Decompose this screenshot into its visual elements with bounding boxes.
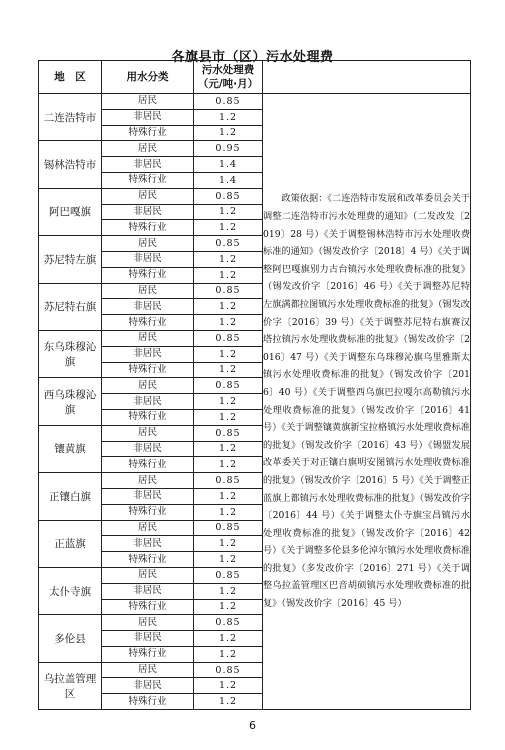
sewage-fee: 1.2 <box>194 441 263 457</box>
region-name: 乌拉盖管理区 <box>39 662 102 709</box>
sewage-fee: 0.85 <box>194 94 263 110</box>
water-category: 非居民 <box>102 583 194 599</box>
sewage-fee: 0.85 <box>194 283 263 299</box>
sewage-fee: 1.4 <box>194 157 263 173</box>
water-category: 特殊行业 <box>102 409 194 425</box>
sewage-fee: 1.2 <box>194 678 263 694</box>
sewage-fee: 1.2 <box>194 267 263 283</box>
water-category: 特殊行业 <box>102 599 194 615</box>
water-category: 特殊行业 <box>102 457 194 473</box>
sewage-fee: 1.2 <box>194 504 263 520</box>
header-region: 地 区 <box>39 61 102 94</box>
water-category: 非居民 <box>102 678 194 694</box>
water-category: 居民 <box>102 615 194 631</box>
policy-basis-text: 政策依据：《二连浩特市发展和改革委员会关于调整二连浩特市污水处理费的通知》（二发改发〔2019〕28 号）《关于调整锡林浩特市污水处理收费标准的通知》（锡发改价字〔2018〕4 号）《关于调整阿巴嘎旗别力古台镇污水处理收费标准的批复》（锡发改价字〔2016〕46 号）《关于调整苏尼特左旗满都拉图镇污水处理收费标准的批复》（锡发改价字〔2016〕39 号）《关于调整苏尼特右旗赛汉塔拉镇污水处理收费标准的批复》（锡发改价字〔2016〕47 号）《关于调整东乌珠穆沁旗乌里雅斯太镇污水处理收费标准的批复》（锡发改价字〔2016〕40 号）《关于调整西乌旗巴拉嘎尔高勒镇污水处理收费标准的批复》（锡发改价字〔2016〕41 号）《关于调整镶黄旗新宝拉格镇污水处理收费标准的批复》（锡发改价字〔2016〕43 号）《锡盟发展改革委关于对正镶白旗明安图镇污水处理收费标准的批复》（锡发改价字〔2016〕5 号）《关于调整正蓝旗上都镇污水处理收费标准的批复》（锡发改价字〔2016〕44 号）《关于调整太仆寺旗宝昌镇污水处理收费标准的批复》（锡发改价字〔2016〕42 号）《关于调整多伦县多伦淖尔镇污水处理收费标准的批复》（多发改价字〔2016〕271 号）《关于调整乌拉盖管理区巴音胡硕镇污水处理收费标准的批复》（锡发改价字〔2016〕45 号） <box>263 94 471 710</box>
sewage-fee: 1.2 <box>194 646 263 662</box>
water-category: 居民 <box>102 188 194 204</box>
region-name: 西乌珠穆沁旗 <box>39 378 102 425</box>
header-price-line2: （元/吨·月） <box>197 78 259 90</box>
sewage-fee: 1.2 <box>194 299 263 315</box>
water-category: 居民 <box>102 520 194 536</box>
water-category: 特殊行业 <box>102 646 194 662</box>
sewage-fee: 1.2 <box>194 631 263 647</box>
water-category: 居民 <box>102 662 194 678</box>
water-category: 特殊行业 <box>102 315 194 331</box>
sewage-fee: 1.2 <box>194 346 263 362</box>
water-category: 特殊行业 <box>102 552 194 568</box>
sewage-fee: 0.85 <box>194 520 263 536</box>
sewage-fee: 1.2 <box>194 583 263 599</box>
sewage-fee: 1.2 <box>194 552 263 568</box>
sewage-fee: 1.2 <box>194 125 263 141</box>
water-category: 非居民 <box>102 157 194 173</box>
water-category: 居民 <box>102 283 194 299</box>
water-category: 特殊行业 <box>102 504 194 520</box>
region-name: 镶黄旗 <box>39 425 102 472</box>
water-category: 非居民 <box>102 299 194 315</box>
region-name: 正镶白旗 <box>39 473 102 520</box>
water-category: 特殊行业 <box>102 125 194 141</box>
region-name: 苏尼特左旗 <box>39 236 102 283</box>
water-category: 非居民 <box>102 109 194 125</box>
sewage-fee: 0.85 <box>194 378 263 394</box>
water-category: 非居民 <box>102 251 194 267</box>
header-category: 用水分类 <box>102 61 194 94</box>
sewage-fee: 1.2 <box>194 409 263 425</box>
water-category: 居民 <box>102 378 194 394</box>
sewage-fee: 1.2 <box>194 204 263 220</box>
water-category: 非居民 <box>102 441 194 457</box>
header-price-line1: 污水处理费 <box>201 64 255 76</box>
sewage-fee: 0.85 <box>194 236 263 252</box>
fee-table <box>38 60 471 710</box>
region-name: 太仆寺旗 <box>39 567 102 614</box>
water-category: 非居民 <box>102 346 194 362</box>
table-title: 各旗县市（区）污水处理费 <box>171 50 334 65</box>
page-number: 6 <box>249 719 256 732</box>
sewage-fee: 0.85 <box>194 473 263 489</box>
water-category: 非居民 <box>102 488 194 504</box>
water-category: 特殊行业 <box>102 694 194 710</box>
water-category: 居民 <box>102 425 194 441</box>
water-category: 居民 <box>102 330 194 346</box>
sewage-fee: 1.2 <box>194 694 263 710</box>
table-body <box>39 94 471 710</box>
sewage-fee: 0.85 <box>194 425 263 441</box>
region-name: 多伦县 <box>39 615 102 662</box>
water-category: 居民 <box>102 567 194 583</box>
sewage-fee: 1.4 <box>194 172 263 188</box>
region-name: 苏尼特右旗 <box>39 283 102 330</box>
sewage-fee: 0.85 <box>194 615 263 631</box>
sewage-fee: 0.85 <box>194 567 263 583</box>
water-category: 居民 <box>102 141 194 157</box>
water-category: 居民 <box>102 473 194 489</box>
water-category: 特殊行业 <box>102 362 194 378</box>
sewage-fee: 1.2 <box>194 599 263 615</box>
sewage-fee: 1.2 <box>194 109 263 125</box>
water-category: 特殊行业 <box>102 220 194 236</box>
sewage-fee: 1.2 <box>194 457 263 473</box>
water-category: 非居民 <box>102 394 194 410</box>
sewage-fee: 1.2 <box>194 394 263 410</box>
sewage-fee: 0.85 <box>194 188 263 204</box>
water-category: 非居民 <box>102 631 194 647</box>
sewage-fee: 0.95 <box>194 141 263 157</box>
region-name: 阿巴嘎旗 <box>39 188 102 235</box>
sewage-fee: 0.85 <box>194 330 263 346</box>
sewage-fee: 1.2 <box>194 488 263 504</box>
water-category: 居民 <box>102 94 194 110</box>
header-price <box>194 61 263 94</box>
region-name: 正蓝旗 <box>39 520 102 567</box>
header-empty <box>263 61 471 94</box>
header-row <box>39 61 471 94</box>
water-category: 非居民 <box>102 204 194 220</box>
sewage-fee: 1.2 <box>194 251 263 267</box>
water-category: 特殊行业 <box>102 267 194 283</box>
water-category: 特殊行业 <box>102 172 194 188</box>
region-name: 锡林浩特市 <box>39 141 102 188</box>
sewage-fee: 0.85 <box>194 662 263 678</box>
sewage-fee: 1.2 <box>194 315 263 331</box>
sewage-fee: 1.2 <box>194 362 263 378</box>
table-row <box>39 94 471 110</box>
sewage-fee: 1.2 <box>194 536 263 552</box>
water-category: 居民 <box>102 236 194 252</box>
water-category: 非居民 <box>102 536 194 552</box>
region-name: 二连浩特市 <box>39 94 102 141</box>
region-name: 东乌珠穆沁旗 <box>39 330 102 377</box>
sewage-fee: 1.2 <box>194 220 263 236</box>
